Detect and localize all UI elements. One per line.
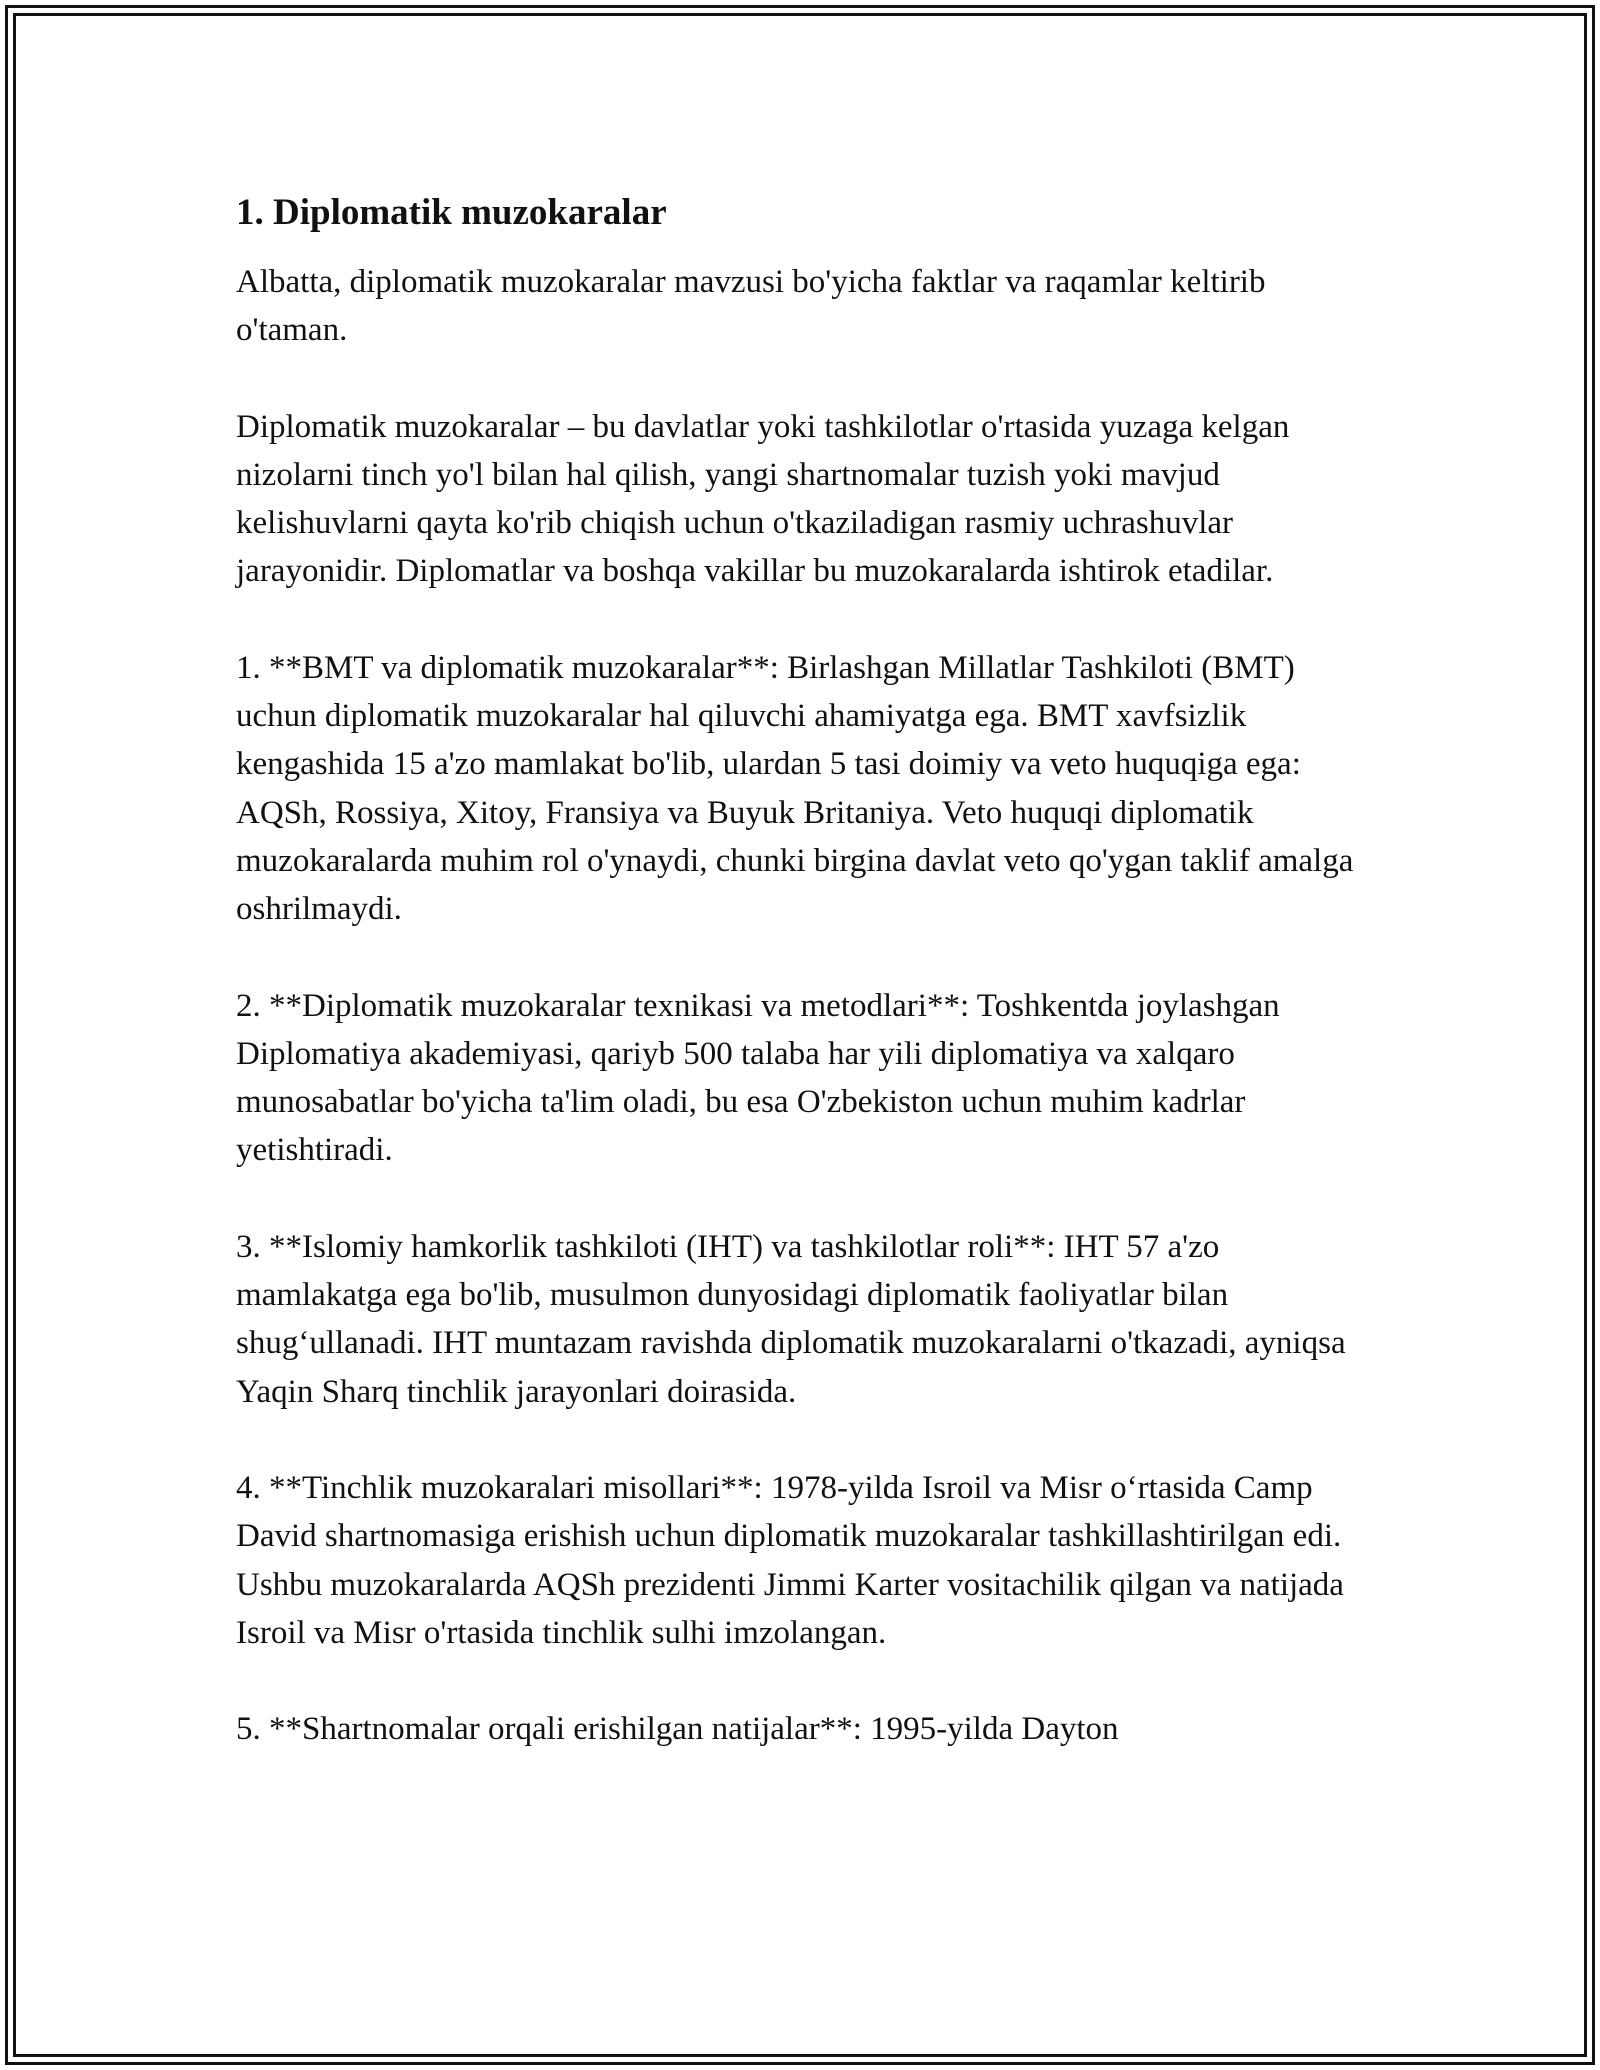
definition-paragraph: Diplomatik muzokaralar – bu davlatlar yoki tashkilotlar o'rtasida yuzaga kelgan nizolarni tinch yo'l bilan hal qilish, yangi shartnomalar tuzish yoki mavjud kelishuvlarni qayta ko'rib chiqish uchun o'tkaziladigan rasmiy uchrashuvlar jarayonidir. Diplomatlar va boshqa vakillar bu muzokaralarda ishtirok etadilar. xyxy=(236,408,1290,590)
list-item-2: 2. **Diplomatik muzokaralar texnikasi va metodlari**: Toshkentda joylashgan Diplomatiya akademiyasi, qariyb 500 talaba har yili diplomatiya va xalqaro munosabatlar bo'yicha ta'lim oladi, bu esa O'zbekiston uchun muhim kadrlar yetishtiradi. xyxy=(236,987,1280,1169)
list-item-4: 4. **Tinchlik muzokaralari misollari**: 1978-yilda Isroil va Misr o‘rtasida Camp David shartnomasiga erishish uchun diplomatik muzokaralar tashkillashtirilgan edi. Ushbu muzokaralarda AQSh prezidenti Jimmi Karter vositachilik qilgan va natijada Isroil va Misr o'rtasida tinchlik sulhi imzolangan. xyxy=(236,1469,1344,1651)
list-item-5: 5. **Shartnomalar orqali erishilgan natijalar**: 1995-yilda Dayton xyxy=(236,1711,1119,1748)
intro-paragraph: Albatta, diplomatik muzokaralar mavzusi bo'yicha faktlar va raqamlar keltirib o'taman. xyxy=(236,264,1266,349)
document-body xyxy=(236,188,1386,1801)
list-item-3: 3. **Islomiy hamkorlik tashkiloti (IHT) va tashkilotlar roli**: IHT 57 a'zo mamlakatga ega bo'lib, musulmon dunyosidagi diplomatik faoliyatlar bilan shug‘ullanadi. IHT muntazam ravishda diplomatik muzokaralarni o'tkazadi, ayniqsa Yaqin Sharq tinchlik jarayonlari doirasida. xyxy=(236,1228,1346,1410)
document-title: 1. Diplomatik muzokaralar xyxy=(236,192,667,233)
list-item-1: 1. **BMT va diplomatik muzokaralar**: Birlashgan Millatlar Tashkiloti (BMT) uchun diplomatik muzokaralar hal qiluvchi ahamiyatga ega. BMT xavfsizlik kengashida 15 a'zo mamlakat bo'lib, ulardan 5 tasi doimiy va veto huquqiga ega: AQSh, Rossiya, Xitoy, Fransiya va Buyuk Britaniya. Veto huquqi diplomatik muzokaralarda muhim rol o'ynaydi, chunki birgina davlat veto qo'ygan taklif amalga oshrilmaydi. xyxy=(236,649,1354,928)
